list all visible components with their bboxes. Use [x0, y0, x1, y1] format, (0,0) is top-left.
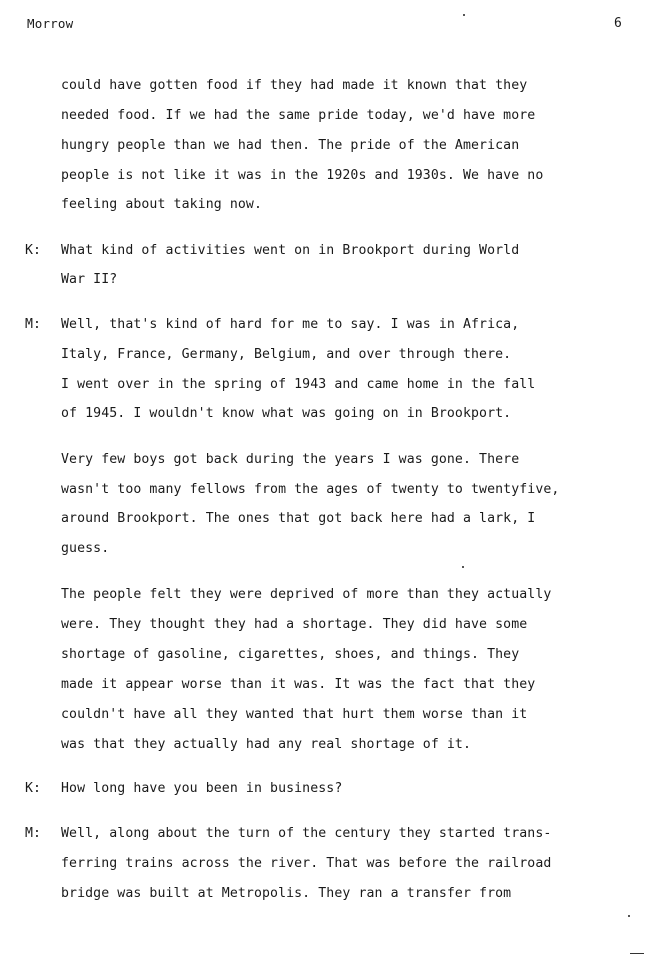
scan-speck	[463, 14, 465, 16]
speaker-label: M:	[25, 826, 41, 841]
text-line: couldn't have all they wanted that hurt them worse than it	[61, 707, 528, 722]
text-line: Very few boys got back during the years I was gone. There	[61, 452, 520, 467]
text-line: Well, that's kind of hard for me to say. I was in Africa,	[61, 317, 520, 332]
text-line: feeling about taking now.	[61, 197, 262, 212]
speaker-label: M:	[25, 317, 41, 332]
text-line: ferring trains across the river. That was before the railroad	[61, 856, 552, 871]
text-line: guess.	[61, 541, 110, 556]
text-line: was that they actually had any real shortage of it.	[61, 737, 472, 752]
text-line: Well, along about the turn of the century they started trans-	[61, 826, 552, 841]
text-line: I went over in the spring of 1943 and came home in the fall	[61, 377, 536, 392]
text-line: shortage of gasoline, cigarettes, shoes, and things. They	[61, 647, 520, 662]
text-line: needed food. If we had the same pride today, we'd have more	[61, 108, 536, 123]
text-line: How long have you been in business?	[61, 781, 343, 796]
text-line: of 1945. I wouldn't know what was going on in Brookport.	[61, 406, 512, 421]
text-line: around Brookport. The ones that got back here had a lark, I	[61, 511, 536, 526]
scan-edge-mark	[630, 953, 644, 954]
text-line: The people felt they were deprived of more than they actually	[61, 587, 552, 602]
page-number: 6	[614, 16, 622, 31]
text-line: bridge was built at Metropolis. They ran a transfer from	[61, 886, 512, 901]
text-line: What kind of activities went on in Brookport during World	[61, 243, 520, 258]
text-line: hungry people than we had then. The pride of the American	[61, 138, 520, 153]
scan-speck	[628, 915, 630, 917]
text-line: Italy, France, Germany, Belgium, and over through there.	[61, 347, 512, 362]
text-line: were. They thought they had a shortage. They did have some	[61, 617, 528, 632]
scan-speck	[462, 566, 464, 568]
text-line: made it appear worse than it was. It was the fact that they	[61, 677, 536, 692]
speaker-label: K:	[25, 781, 41, 796]
text-line: people is not like it was in the 1920s and 1930s. We have no	[61, 168, 544, 183]
text-line: War II?	[61, 272, 118, 287]
speaker-label: K:	[25, 243, 41, 258]
text-line: wasn't too many fellows from the ages of twenty to twentyfive,	[61, 482, 560, 497]
text-line: could have gotten food if they had made it known that they	[61, 78, 528, 93]
header-interviewee-name: Morrow	[27, 16, 74, 31]
